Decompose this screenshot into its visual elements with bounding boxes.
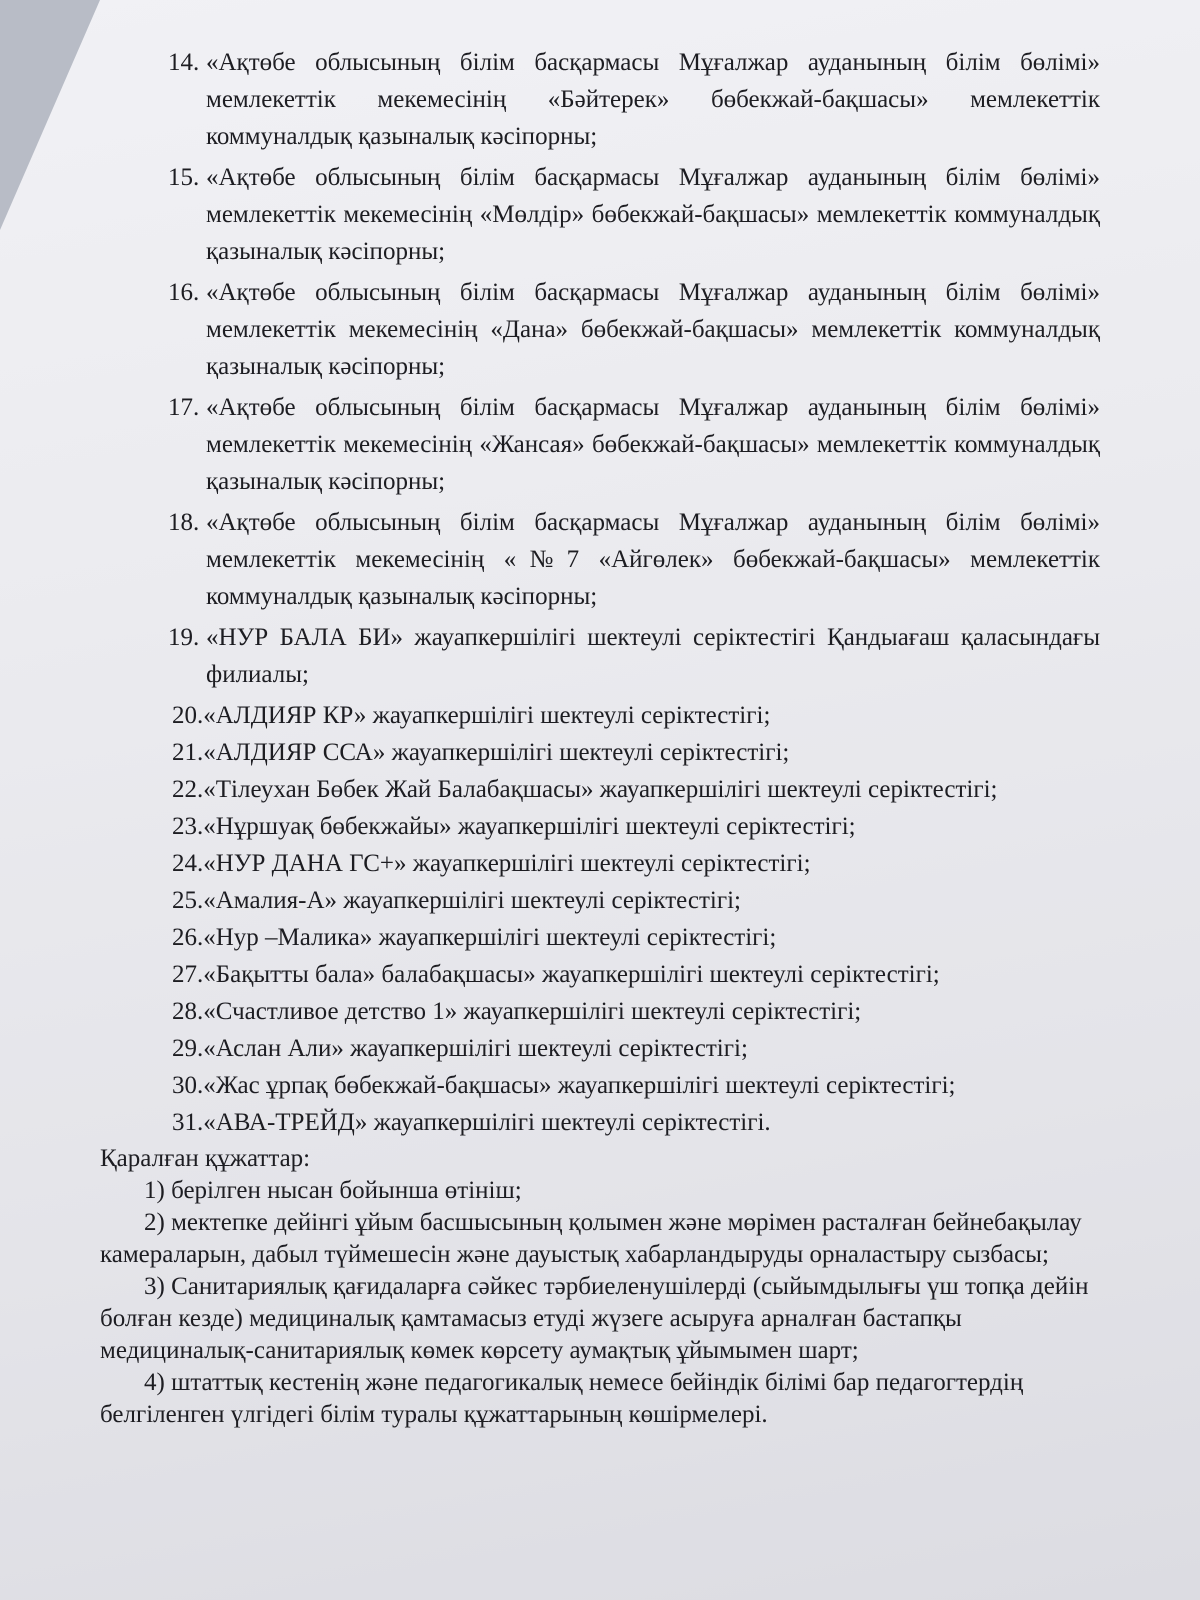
item-text: «Жас ұрпақ бөбекжай-бақшасы» жауапкершілігі шектеулі серіктестігі; — [203, 1072, 956, 1099]
item-text: «Ақтөбе облысының білім басқармасы Мұғалжар ауданының білім бөлімі» мемлекеттік мекемесінің «№7 «Айгөлек» бөбекжай-бақшасы» мемлекеттік коммуналдық қазыналық кәсіпорны; — [206, 509, 1100, 610]
reviewed-document-4: 4) штаттық кестенің және педагогикалық немесе бейіндік білімі бар педагогтердің белгіленген үлгідегі білім туралы құжаттарының көшірмелері. — [100, 1369, 1024, 1428]
item-number: 31. — [172, 1109, 204, 1136]
item-number: 14. — [168, 49, 200, 76]
item-number: 22. — [172, 776, 204, 803]
list-item-15 — [100, 159, 1100, 270]
item-number: 24. — [172, 850, 204, 877]
reviewed-document-1: 1) берілген нысан бойынша өтініш; — [144, 1177, 522, 1204]
item-number: 30. — [172, 1072, 204, 1099]
list-item-29 — [172, 1030, 1100, 1067]
list-item-21 — [172, 734, 1100, 771]
folded-corner — [0, 0, 100, 230]
list-item-23 — [172, 808, 1100, 845]
reviewed-document-3: 3) Санитариялық қағидаларға сәйкес тәрбиеленушілерді (сыйымдылығы үш топқа дейін болған кезде) медициналық қамтамасыз етуді жүзеге асыруға арналған бастапқы медициналық-санитариялық көмек көрсету аумақтық ұйымымен шарт; — [100, 1273, 1089, 1364]
list-item-25 — [172, 882, 1100, 919]
list-item-28 — [172, 993, 1100, 1030]
item-number: 29. — [172, 1035, 204, 1062]
item-text: «Бақытты бала» балабақшасы» жауапкершілігі шектеулі серіктестігі; — [203, 961, 940, 988]
item-text: «Ақтөбе облысының білім басқармасы Мұғалжар ауданының білім бөлімі» мемлекеттік мекемесінің «Мөлдір» бөбекжай-бақшасы» мемлекеттік коммуналдық қазыналық кәсіпорны; — [206, 164, 1100, 265]
item-number: 21. — [172, 739, 204, 766]
item-text: «Счастливое детство 1» жауапкершілігі шектеулі серіктестігі; — [203, 998, 862, 1025]
list-item-14 — [100, 44, 1100, 155]
list-item-18 — [100, 504, 1100, 615]
item-number: 19. — [168, 624, 200, 651]
item-text: «АЛДИЯР КР» жауапкершілігі шектеулі серіктестігі; — [203, 702, 771, 729]
item-text: «Нұршуақ бөбекжайы» жауапкершілігі шектеулі серіктестігі; — [203, 813, 856, 840]
reviewed-documents-heading: Қаралған құжаттар: — [100, 1145, 311, 1172]
item-text: «Нур –Малика» жауапкершілігі шектеулі серіктестігі; — [203, 924, 777, 951]
item-text: «НУР БАЛА БИ» жауапкершілігі шектеулі серіктестігі Қандыағаш қаласындағы филиалы; — [206, 624, 1100, 688]
list-item-16 — [100, 274, 1100, 385]
item-text: «АВА-ТРЕЙД» жауапкершілігі шектеулі серіктестігі. — [203, 1109, 771, 1136]
list-item-20 — [172, 697, 1100, 734]
list-item-26 — [172, 919, 1100, 956]
item-text: «Амалия-А» жауапкершілігі шектеулі серіктестігі; — [203, 887, 742, 914]
list-item-27 — [172, 956, 1100, 993]
item-text: «НУР ДАНА ГС+» жауапкершілігі шектеулі серіктестігі; — [203, 850, 811, 877]
item-text: «АЛДИЯР ССА» жауапкершілігі шектеулі серіктестігі; — [203, 739, 790, 766]
item-text: «Ақтөбе облысының білім басқармасы Мұғалжар ауданының білім бөлімі» мемлекеттік мекемесінің «Жансая» бөбекжай-бақшасы» мемлекеттік коммуналдық қазыналық кәсіпорны; — [206, 394, 1100, 495]
item-number: 28. — [172, 998, 204, 1025]
list-item-30 — [172, 1067, 1100, 1104]
document-text — [100, 44, 1100, 1431]
item-text: «Ақтөбе облысының білім басқармасы Мұғалжар ауданының білім бөлімі» мемлекеттік мекемесінің «Дана» бөбекжай-бақшасы» мемлекеттік коммуналдық қазыналық кәсіпорны; — [206, 279, 1100, 380]
item-text: «Аслан Али» жауапкершілігі шектеулі серіктестігі; — [203, 1035, 748, 1062]
reviewed-document-2: 2) мектепке дейінгі ұйым басшысының қолымен және мөрімен расталған бейнебақылау камераларын, дабыл түймешесін және дауыстық хабарландыруды орналастыру сызбасы; — [100, 1209, 1082, 1268]
item-number: 16. — [168, 279, 200, 306]
item-number: 18. — [168, 509, 200, 536]
item-number: 26. — [172, 924, 204, 951]
list-item-24 — [172, 845, 1100, 882]
item-number: 20. — [172, 702, 204, 729]
item-number: 25. — [172, 887, 204, 914]
item-text: «Ақтөбе облысының білім басқармасы Мұғалжар ауданының білім бөлімі» мемлекеттік мекемесінің «Бәйтерек» бөбекжай-бақшасы» мемлекеттік коммуналдық қазыналық кәсіпорны; — [206, 49, 1100, 150]
list-item-31 — [172, 1104, 1100, 1141]
item-text: «Тілеухан Бөбек Жай Балабақшасы» жауапкершілігі шектеулі серіктестігі; — [203, 776, 998, 803]
list-item-22 — [172, 771, 1100, 808]
item-number: 15. — [168, 164, 200, 191]
item-number: 17. — [168, 394, 200, 421]
list-item-19 — [100, 619, 1100, 693]
item-number: 27. — [172, 961, 204, 988]
list-item-17 — [100, 389, 1100, 500]
item-number: 23. — [172, 813, 204, 840]
